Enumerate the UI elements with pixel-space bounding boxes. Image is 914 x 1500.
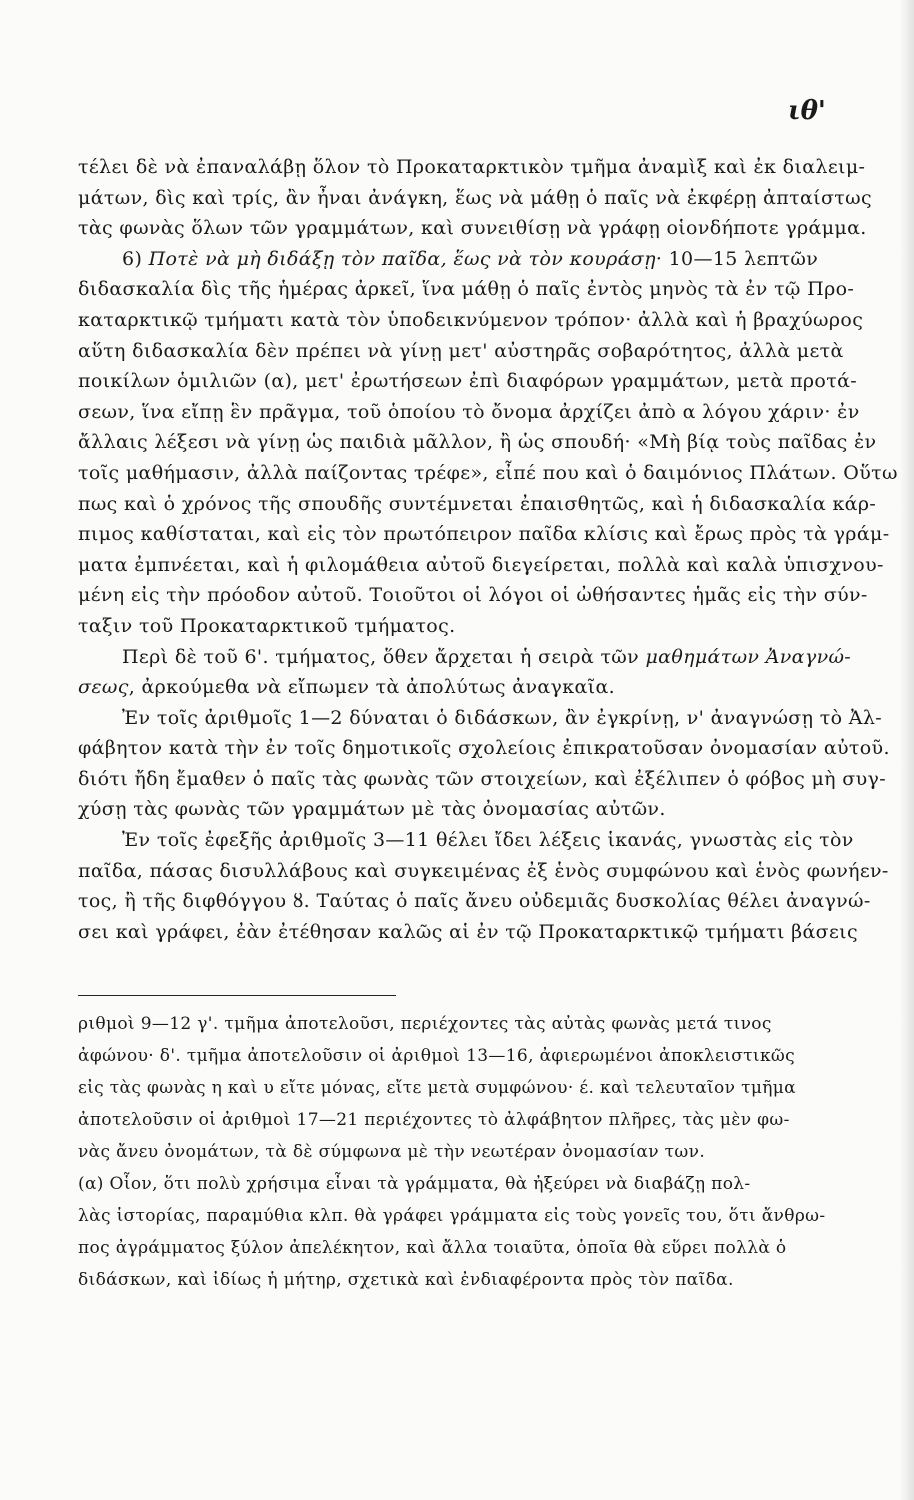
footnote-line: ἀφώνου· δ'. τμῆμα ἀποτελοῦσιν οἱ ἀριθμοὶ 13—16, ἀφιερωμένοι ἀποκλειστικῶς — [78, 1046, 795, 1066]
body-line — [78, 672, 820, 703]
italic-text-run: σεως — [78, 676, 129, 699]
footnote-line: (α) Οἷον, ὅτι πολὺ χρήσιμα εἶναι τὰ γράμματα, θὰ ἠξεύρει νὰ διαβάζῃ πολ- — [78, 1174, 751, 1194]
body-line: ταξιν τοῦ Προκαταρκτικοῦ τμήματος. — [78, 614, 456, 637]
body-line: διότι ἤδη ἔμαθεν ὁ παῖς τὰς φωνὰς τῶν στοιχείων, καὶ ἐξέλιπεν ὁ φόβος μὴ συγ- — [78, 767, 886, 790]
italic-text-run: Ποτὲ νὰ μὴ διδάξῃ τὸν παῖδα, ἕως νὰ τὸν κουράσῃ· — [148, 247, 663, 270]
body-line: καταρκτικῷ τμήματι κατὰ τὸν ὑποδεικνύμενον τρόπον· ἀλλὰ καὶ ἡ βραχύωρος — [78, 308, 864, 331]
body-line: αὕτη διδασκαλία δὲν πρέπει νὰ γίνῃ μετ' αὐστηρᾶς σοβαρότητος, ἀλλὰ μετὰ — [78, 339, 844, 362]
body-line: Ἐν τοῖς ἀριθμοῖς 1—2 δύναται ὁ διδάσκων, ἂν ἐγκρίνῃ, ν' ἀναγνώσῃ τὸ Ἀλ- — [122, 706, 883, 729]
footnote-line: ριθμοὶ 9—12 γ'. τμῆμα ἀποτελοῦσι, περιέχοντες τὰς αὐτὰς φωνὰς μετά τινος — [78, 1014, 772, 1034]
text-run: , ἀρκούμεθα νὰ εἴπωμεν τὰ ἀπολύτως ἀναγκαῖα. — [128, 676, 616, 699]
body-line: μάτων, δὶς καὶ τρίς, ἂν ἦναι ἀνάγκη, ἕως νὰ μάθῃ ὁ παῖς νὰ ἐκφέρῃ ἀπταίστως — [78, 186, 872, 209]
body-line: ποικίλων ὁμιλιῶν (α), μετ' ἐρωτήσεων ἐπὶ διαφόρων γραμμάτων, μετὰ προτά- — [78, 370, 858, 393]
body-line: τέλει δὲ νὰ ἐπαναλάβῃ ὅλον τὸ Προκαταρκτικὸν τμῆμα ἀναμὶξ καὶ ἐκ διαλειμ- — [78, 156, 866, 178]
footnote-line: εἰς τὰς φωνὰς η καὶ υ εἴτε μόνας, εἴτε μετὰ συμφώνου· έ. καὶ τελευταῖον τμῆμα — [78, 1078, 796, 1098]
text-run: 10—15 λεπτῶν — [662, 247, 819, 270]
body-line: διδασκαλία δὶς τῆς ἡμέρας ἀρκεῖ, ἵνα μάθῃ ὁ παῖς ἐντὸς μηνὸς τὰ ἐν τῷ Προ- — [78, 278, 855, 301]
body-line: μένη εἰς τὴν πρόοδον αὐτοῦ. Τοιοῦτοι οἱ λόγοι οἱ ὠθήσαντες ἡμᾶς εἰς τὴν σύν- — [78, 584, 868, 607]
body-line: σει καὶ γράφει, ἐὰν ἐτέθησαν καλῶς αἱ ἐν τῷ Προκαταρκτικῷ τμήματι βάσεις — [78, 920, 858, 943]
body-line: χύσῃ τὰς φωνὰς τῶν γραμμάτων μὲ τὰς ὀνομασίας αὐτῶν. — [78, 798, 666, 821]
main-text — [78, 152, 898, 947]
footnote-line: ἀποτελοῦσιν οἱ ἀριθμοὶ 17—21 περιέχοντες τὸ ἀλφάβητον πλῆρες, τὰς μὲν φω- — [78, 1110, 790, 1130]
footnote-line: νὰς ἄνευ ὀνομάτων, τὰ δὲ σύμφωνα μὲ τὴν νεωτέραν ὀνομασίαν των. — [78, 1142, 706, 1162]
footnote-line: λὰς ἱστορίας, παραμύθια κλπ. θὰ γράφει γράμματα εἰς τοὺς γονεῖς του, ὅτι ἄνθρω- — [78, 1206, 826, 1226]
footnote-line: πος ἀγράμματος ξύλον ἀπελέκητον, καὶ ἄλλα τοιαῦτα, ὁποῖα θὰ εὕρει πολλὰ ὁ — [78, 1238, 787, 1258]
footnotes — [78, 1008, 826, 1296]
page-edge-shadow — [900, 0, 914, 1500]
body-line: ἄλλαις λέξεσι νὰ γίνῃ ὡς παιδιὰ μᾶλλον, ἢ ὡς σπουδή· «Μὴ βίᾳ τοὺς παῖδας ἐν — [78, 431, 877, 454]
body-line: σεων, ἵνα εἴπῃ ἓν πρᾶγμα, τοῦ ὁποίου τὸ ὄνομα ἀρχίζει ἀπὸ α λόγου χάριν· ἐν — [78, 400, 860, 423]
body-line: Ἐν τοῖς ἐφεξῆς ἀριθμοῖς 3—11 θέλει ἴδει λέξεις ἱκανάς, γνωστὰς εἰς τὸν — [122, 829, 854, 852]
body-line: τος, ἢ τῆς διφθόγγου ȣ. Ταύτας ὁ παῖς ἄνευ οὐδεμιᾶς δυσκολίας θέλει ἀναγνώ- — [78, 890, 871, 913]
body-line — [78, 244, 820, 275]
footnote-divider — [78, 995, 396, 996]
text-run: 6) — [122, 247, 149, 270]
body-line: ματα ἐμπνέεται, καὶ ἡ φιλομάθεια αὐτοῦ διεγείρεται, πολλὰ καὶ καλὰ ὑπισχνου- — [78, 553, 884, 576]
page-number: ιθ' — [788, 96, 826, 126]
italic-text-run: μαθημάτων Ἀναγνώ- — [645, 645, 852, 668]
body-line: φάβητον κατὰ τὴν ἐν τοῖς δημοτικοῖς σχολείοις ἐπικρατοῦσαν ὀνομασίαν αὐτοῦ. — [78, 737, 890, 760]
footnote-line: διδάσκων, καὶ ἰδίως ἡ μήτηρ, σχετικὰ καὶ ἐνδιαφέροντα πρὸς τὸν παῖδα. — [78, 1270, 734, 1290]
body-line: πως καὶ ὁ χρόνος τῆς σπουδῆς συντέμνεται ἐπαισθητῶς, καὶ ἡ διδασκαλία κάρ- — [78, 492, 877, 515]
text-run: Περὶ δὲ τοῦ 6'. τμήματος, ὅθεν ἄρχεται ἡ σειρὰ τῶν — [122, 645, 646, 668]
body-line: παῖδα, πάσας δισυλλάβους καὶ συγκειμένας ἐξ ἑνὸς συμφώνου καὶ ἑνὸς φωνήεν- — [78, 859, 889, 882]
body-line: πιμος καθίσταται, καὶ εἰς τὸν πρωτόπειρον παῖδα κλίσις καὶ ἔρως πρὸς τὰ γράμ- — [78, 523, 890, 546]
body-line: τοῖς μαθήμασιν, ἀλλὰ παίζοντας τρέφε», εἶπέ που καὶ ὁ δαιμόνιος Πλάτων. Οὕτω — [78, 461, 898, 484]
body-line — [78, 642, 852, 673]
body-line: τὰς φωνὰς ὅλων τῶν γραμμάτων, καὶ συνειθίσῃ νὰ γράφῃ οἱονδήποτε γράμμα. — [78, 217, 867, 240]
